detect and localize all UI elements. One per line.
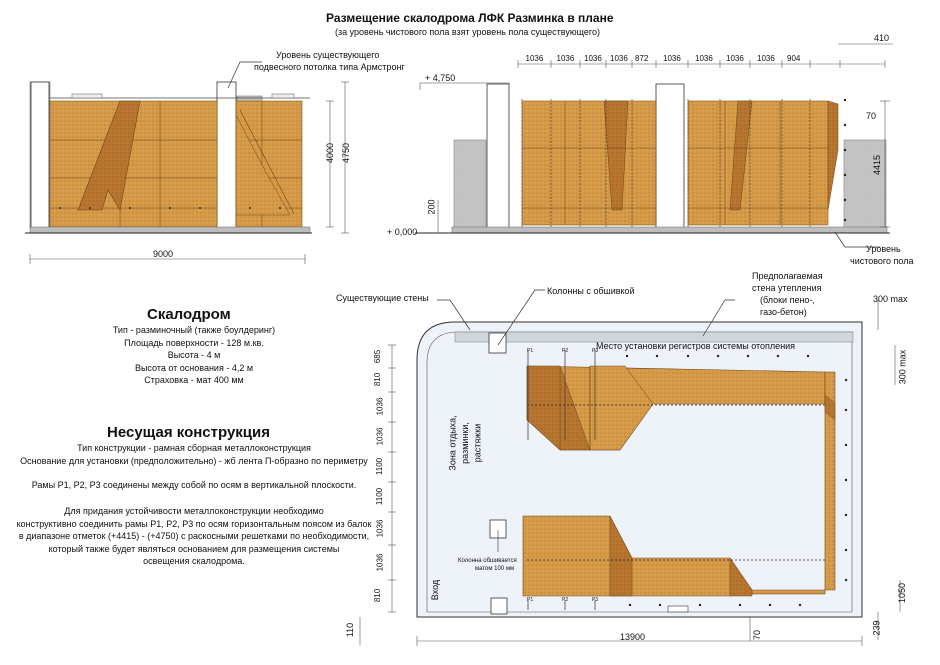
frame-tag: Р3 [592,348,599,354]
climbing-heading: Скалодром [147,306,231,323]
structure-line: Тип конструкции - рамная сборная металлоконструкция [77,443,311,453]
top-right-dim: 410 [874,33,890,43]
level-top-label: + 4,750 [425,73,456,83]
column-mat-label-1: Колонна обшивается [458,558,517,564]
column-mat-label-2: матом 100 мм [475,566,515,572]
plan-left-dim-segment: 1036 [375,553,385,571]
frame-tag: Р1 [527,597,534,603]
right-elevation [415,44,893,247]
mid-column [217,82,236,230]
top-dim-segment: 1036 [610,54,628,63]
sheet-subtitle: (за уровень чистового пола взят уровень пола существующего) [335,27,600,37]
top-dim-segment: 1036 [556,54,575,63]
insulation-wall-label-3: (блоки пено-, [760,295,815,305]
climbing-spec-line: Высота от основания - 4,2 м [134,362,254,373]
frame-tag: Р3 [592,597,599,603]
climbing-specs [54,324,334,387]
structure-para3-line: конструктивно соединить рамы Р1, Р2, Р3 по осям горизонтальным поясом из балок [16,518,372,529]
floor-label-1: Уровень [866,244,901,254]
top-dim-segment: 904 [787,54,801,63]
top-dim-segment: 1036 [525,54,544,63]
structure-para3 [8,505,380,568]
ceiling-label-2: подвесного потолка типа Армстронг [254,62,405,72]
right-h-dim: 4415 [872,154,883,176]
right-column-1 [487,84,509,230]
frame-tag: Р2 [562,597,569,603]
right-column-2 [656,84,684,230]
top-dim-segment: 1036 [695,54,713,63]
insulation-wall-label-1: Предполагаемая [752,271,823,281]
structure-heading: Несущая конструкция [107,424,270,441]
rest-zone-label-1: Зона отдыха, [447,415,458,471]
plan-right-br-dim: 239 [871,620,882,636]
climbing-spec-line: Площадь поверхности - 128 м.кв. [124,337,264,348]
plan-bottom-dim: 13900 [620,632,646,642]
base-dim: 200 [426,199,437,215]
sheet-title: Размещение скалодрома ЛФК Разминка в плане [326,11,614,25]
plan-left-dim-segment: 1100 [375,457,385,476]
heating-label: Место установки регистров системы отопления [596,341,796,351]
rest-zone-label-3: растяжки [472,423,483,463]
plan-right-side-dim: 300 max [897,349,908,385]
climbing-spec-line: Страховка - мат 400 мм [144,375,244,385]
structure-para3-line: в диапазоне отметок (+4415) - (+4750) с раскосными решетками по необходимости, [18,531,370,541]
top-dim-segment: 872 [635,54,649,63]
plan-left-dim-segment: 1036 [375,519,385,537]
left-width-dim: 9000 [153,249,174,259]
plan-left-small-dim: 110 [345,622,356,638]
plan-column-top [489,333,506,353]
top-dim-segment: 1036 [584,54,602,63]
plan-left-dim-segment: 810 [373,588,383,603]
level-zero-label: + 0,000 [387,227,418,237]
plan-left-dim-segment: 810 [373,372,383,387]
plan-left-dim-segment: 685 [373,349,383,363]
frame-tag: Р1 [527,348,534,354]
rest-zone-label-2: разминки, [459,422,470,464]
structure-para3-line: освещения скалодрома. [143,556,245,566]
insulation-wall-label-4: газо-бетон) [760,307,807,317]
right-panel-b [688,101,828,225]
plan-right-bottom-dim: 1050 [897,582,908,604]
insulation-wall-label-2: стена утепления [752,283,822,293]
frame-tag: Р2 [562,348,569,354]
left-elevation [25,62,352,264]
climbing-spec-line: Высота - 4 м [167,350,221,360]
plan-right-top-dim: 300 max [873,294,908,304]
structure-para3-line: который также будет являться основанием для размещения системы [48,543,340,554]
climbing-spec-line: Тип - разминочный (также боулдеринг) [112,325,276,335]
plan-column-bottom [491,598,507,614]
ceiling-label-1: Уровень существующего [276,50,380,60]
right-small-dim: 70 [866,111,877,121]
structure-line: Основание для установки (предположительно) - жб лента П-образно по периметру [20,455,368,466]
floor-label-2: чистового пола [850,256,914,266]
structure-para2: Рамы Р1, Р2, Р3 соединены между собой по осям в вертикальной плоскости. [31,480,357,490]
top-dim-segment: 1036 [726,54,744,63]
plan-small-dim: 70 [752,629,763,641]
left-column [31,82,49,230]
structure-para3-line: Для придания устойчивости металлоконструкции необходимо [64,506,324,516]
left-h2-dim: 4750 [341,142,352,164]
entrance-label: Вход [430,579,441,601]
plan-left-dim-segment: 1036 [375,397,385,416]
top-dim-segment: 1036 [663,54,681,63]
existing-walls-label: Существующие стены [336,293,429,303]
plan-left-dim-segment: 1036 [375,427,385,446]
right-panel-a [522,101,656,225]
plan-left-dim-segment: 1100 [375,487,385,506]
columns-clad-label: Колонны с обшивкой [547,286,635,296]
left-h1-dim: 4000 [325,142,336,164]
top-dim-segment: 1036 [757,54,775,63]
structure-specs [14,442,374,467]
